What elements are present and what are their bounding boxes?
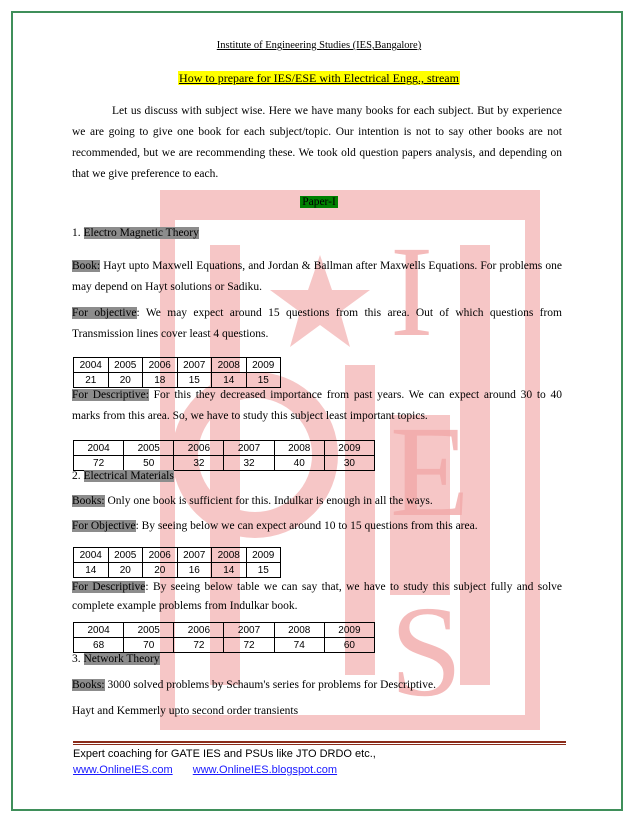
section-1-book: Book: Hayt upto Maxwell Equations, and Jordan & Ballman after Maxwells Equations. For problems one may depend on Hayt solutions or Sadiku. xyxy=(72,260,562,293)
paper-heading: Paper-I xyxy=(302,196,336,208)
table-row: 68 70 72 72 74 60 xyxy=(74,638,375,653)
section-3-heading: 3. Network Theory xyxy=(72,653,160,665)
watermark-letter-i: I xyxy=(390,220,434,364)
section-2-objective: For Objective: By seeing below we can expect around 10 to 15 questions from this area. xyxy=(72,520,478,532)
section-3-book: Books: 3000 solved problems by Schaum's series for problems for Descriptive. xyxy=(72,679,436,691)
footer-link-blogspot[interactable]: www.OnlineIES.blogspot.com xyxy=(192,764,338,776)
section-1-objective-table xyxy=(73,357,281,388)
footer-link-onlineies[interactable]: www.OnlineIES.com xyxy=(73,764,173,776)
section-2-descriptive-table xyxy=(73,622,375,653)
footer-links xyxy=(73,764,337,776)
footer-rule xyxy=(73,741,566,743)
page-header: Institute of Engineering Studies (IES,Bangalore) xyxy=(216,40,422,51)
section-1-descriptive-table xyxy=(73,440,375,471)
section-1-objective: For objective: We may expect around 15 questions from this area. Out of which questions from Transmission lines cover least 4 questions. xyxy=(72,307,563,340)
section-3-extra: Hayt and Kemmerly upto second order transients xyxy=(72,705,299,717)
watermark-letter-e: E xyxy=(390,400,470,544)
footer-text: Expert coaching for GATE IES and PSUs like JTO DRDO etc., xyxy=(73,748,376,760)
watermark-letter-s: S xyxy=(390,580,463,724)
section-1-heading: 1. Electro Magnetic Theory xyxy=(72,227,199,239)
section-1-descriptive: For Descriptive: For this they decreased importance from past years. We can expect around 30 to 40 marks from this area. So, we have to study this subject least important topics. xyxy=(72,389,563,422)
table-row: 72 50 32 32 40 30 xyxy=(74,456,375,471)
table-row: 21 20 18 15 14 15 xyxy=(74,373,281,388)
table-row: 2004 2005 2006 2007 2008 2009 xyxy=(74,548,281,563)
table-row: 14 20 20 16 14 15 xyxy=(74,563,281,578)
section-2-book: Books: Only one book is sufficient for this. Indulkar is enough in all the ways. xyxy=(72,495,433,507)
table-row: 2004 2005 2006 2007 2008 2009 xyxy=(74,623,375,638)
footer-rule-thin xyxy=(73,744,566,745)
section-2-objective-table xyxy=(73,547,281,578)
page-title: How to prepare for IES/ESE with Electrical Engg., stream xyxy=(179,71,459,85)
section-2-heading: 2. Electrical Materials xyxy=(72,470,174,482)
intro-paragraph: Let us discuss with subject wise. Here we have many books for each subject. But by experience we are going to give one book for each subject/topic. Our intention is not to say other books are not recommended, but we are recommending these. We took old question papers analysis, and depending on that we give preference to each. xyxy=(72,105,562,180)
table-row: 2004 2005 2006 2007 2008 2009 xyxy=(74,441,375,456)
table-row: 2004 2005 2006 2007 2008 2009 xyxy=(74,358,281,373)
section-2-descriptive: For Descriptive: By seeing below table we can say that, we have to study this subject fully and solve complete example problems from Indulkar book. xyxy=(72,581,562,612)
